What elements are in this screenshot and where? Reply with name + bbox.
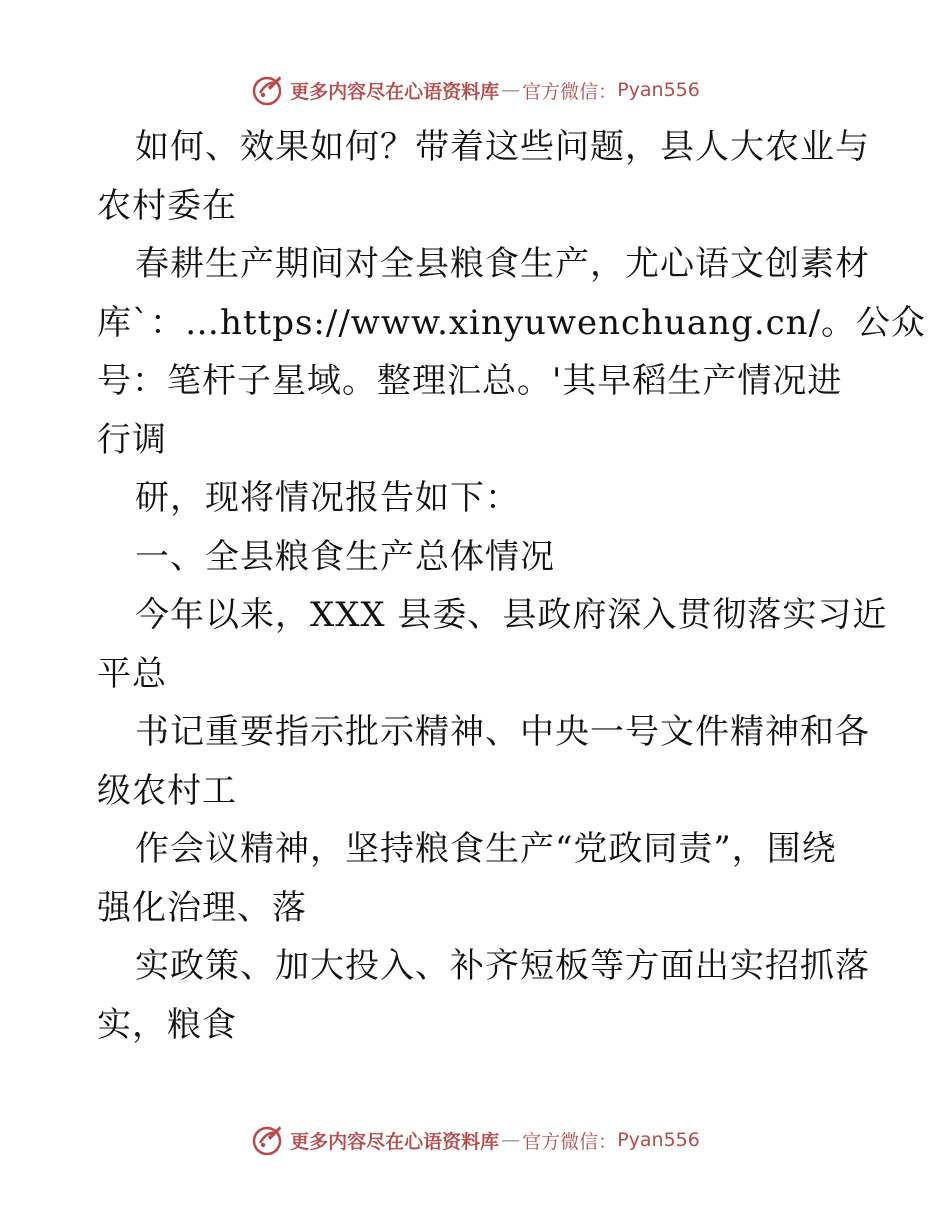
footer-wechat-id: Pyan556 (617, 1129, 700, 1151)
header-brand-text: 更多内容尽在心语资料库 (290, 80, 500, 103)
body-line: 行调 (97, 419, 167, 460)
body-line: 研，现将情况报告如下： (135, 478, 520, 518)
body-line: 实，粮食 (97, 1004, 237, 1045)
footer-brand-text: 更多内容尽在心语资料库 (290, 1130, 500, 1153)
body-text (97, 118, 927, 1054)
body-line: 库`：…https://www.xinyuwenchuang.cn/。公众 (97, 302, 927, 343)
body-line: 如何、效果如何？带着这些问题，县人大农业与 (135, 127, 870, 167)
body-line: 实政策、加大投入、补齐短板等方面出实招抓落 (135, 946, 870, 986)
header-wechat-id: Pyan556 (617, 79, 700, 101)
body-line: 号：笔杆子星域。整理汇总。'其早稻生产情况进 (97, 361, 843, 401)
body-line: 强化治理、落 (97, 887, 307, 928)
header-wechat-label: 官方微信： (522, 80, 618, 103)
body-line: 书记重要指示批示精神、中央一号文件精神和各 (135, 712, 870, 752)
body-line: 春耕生产期间对全县粮食生产，尤心语文创素材 (135, 244, 870, 284)
body-line: 今年以来，XXX 县委、县政府深入贯彻落实习近 (135, 595, 888, 635)
body-line: 级农村工 (97, 770, 237, 811)
footer-banner (0, 1120, 950, 1160)
footer-separator: — (501, 1129, 521, 1151)
footer-wechat-label: 官方微信： (522, 1130, 618, 1153)
xinyu-logo-icon (250, 73, 284, 107)
header-banner (0, 70, 950, 110)
body-line: 平总 (97, 653, 167, 694)
section-heading: 一、全县粮食生产总体情况 (135, 536, 555, 577)
body-line: 农村委在 (97, 185, 237, 226)
xinyu-logo-icon (250, 1123, 284, 1157)
header-separator: — (501, 79, 521, 101)
body-line: 作会议精神，坚持粮食生产“党政同责”，围绕 (135, 829, 837, 869)
